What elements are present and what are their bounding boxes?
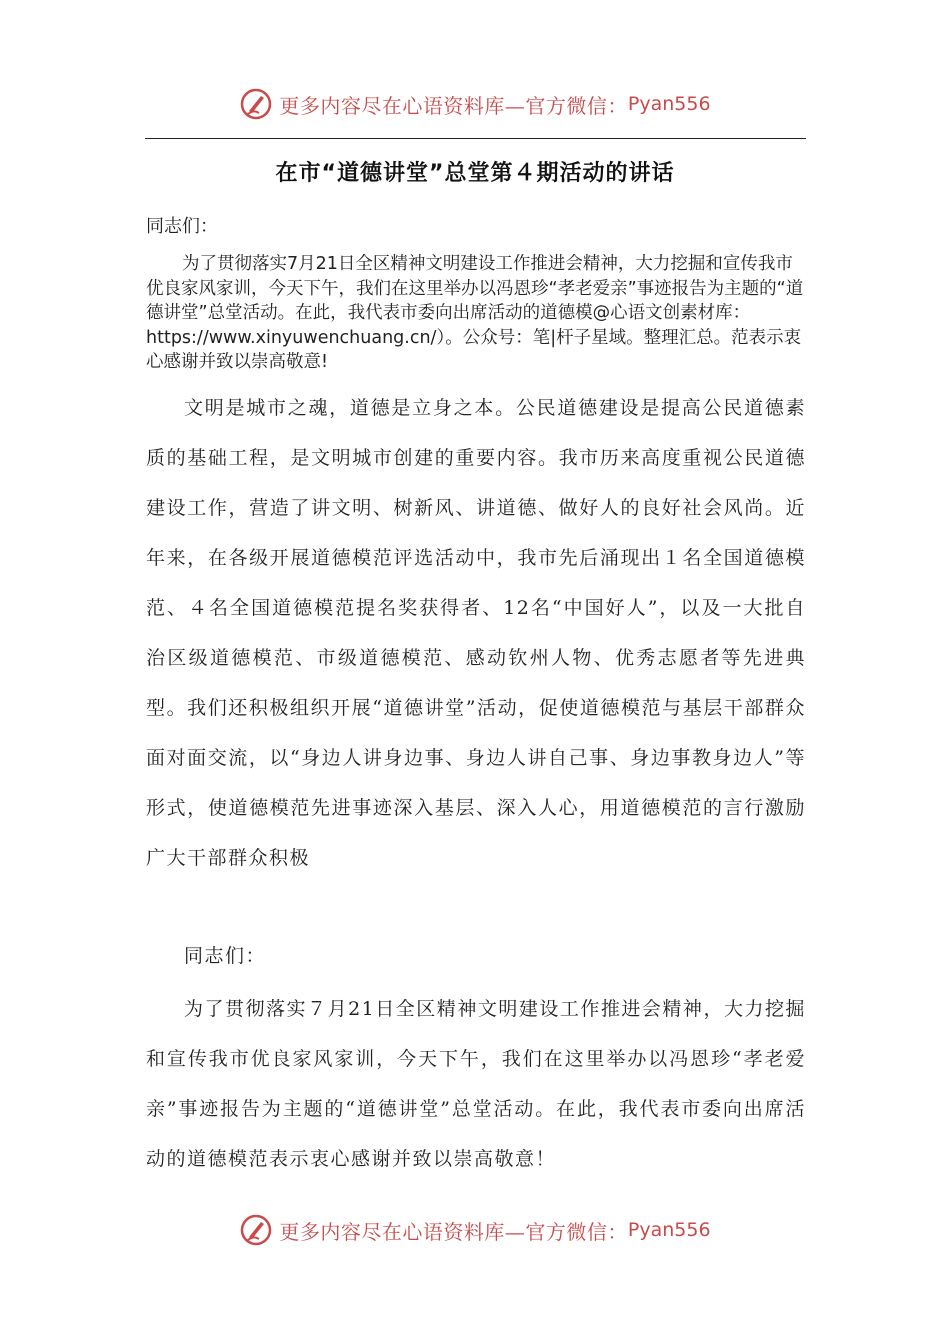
header-divider bbox=[145, 138, 806, 139]
pen-logo-icon bbox=[239, 1213, 273, 1247]
banner-text: 更多内容尽在心语资料库—官方微信： bbox=[279, 93, 628, 118]
intro-paragraph: 为了贯彻落实7月21日全区精神文明建设工作推进会精神，大力挖掘和宣传我市优良家风家训，今天下午，我们在这里举办以冯恩珍“孝老爱亲”事迹报告为主题的“道德讲堂”总堂活动。在此，我代表市委向出席活动的道德模@心语文创素材库：https://www.xinyuwenchuang.cn/）。公众号：笔|杆子星域。整理汇总。范表示衷心感谢并致以崇高敬意! bbox=[146, 254, 804, 372]
salutation-2: 同志们： bbox=[184, 945, 267, 967]
header-banner bbox=[0, 82, 950, 126]
footer-banner-text: 更多内容尽在心语资料库—官方微信： bbox=[279, 1219, 628, 1244]
body-paragraph-2: 为了贯彻落实７月21日全区精神文明建设工作推进会精神，大力挖掘和宣传我市优良家风家训，今天下午，我们在这里举办以冯恩珍“孝老爱亲”事迹报告为主题的“道德讲堂”总堂活动。在此，我代表市委向出席活动的道德模范表示衷心感谢并致以崇高敬意！ bbox=[146, 998, 806, 1170]
body-paragraph-1: 文明是城市之魂，道德是立身之本。公民道德建设是提高公民道德素质的基础工程，是文明城市创建的重要内容。我市历来高度重视公民道德建设工作，营造了讲文明、树新风、讲道德、做好人的良好社会风尚。近年来，在各级开展道德模范评选活动中，我市先后涌现出１名全国道德模范、４名全国道德模范提名奖获得者、12名“中国好人”，以及一大批自治区级道德模范、市级道德模范、感动钦州人物、优秀志愿者等先进典型。我们还积极组织开展“道德讲堂”活动，促使道德模范与基层干部群众面对面交流，以“身边人讲身边事、身边人讲自己事、身边事教身边人”等形式，使道德模范先进事迹深入基层、深入人心，用道德模范的言行激励广大干部群众积极 bbox=[146, 397, 806, 869]
footer-banner-contact: Pyan556 bbox=[627, 1219, 711, 1241]
banner-contact: Pyan556 bbox=[627, 93, 711, 115]
document-title: 在市“道德讲堂”总堂第４期活动的讲话 bbox=[275, 161, 675, 186]
footer-banner bbox=[0, 1208, 950, 1252]
pen-logo-icon bbox=[239, 87, 273, 121]
salutation: 同志们： bbox=[146, 216, 218, 237]
